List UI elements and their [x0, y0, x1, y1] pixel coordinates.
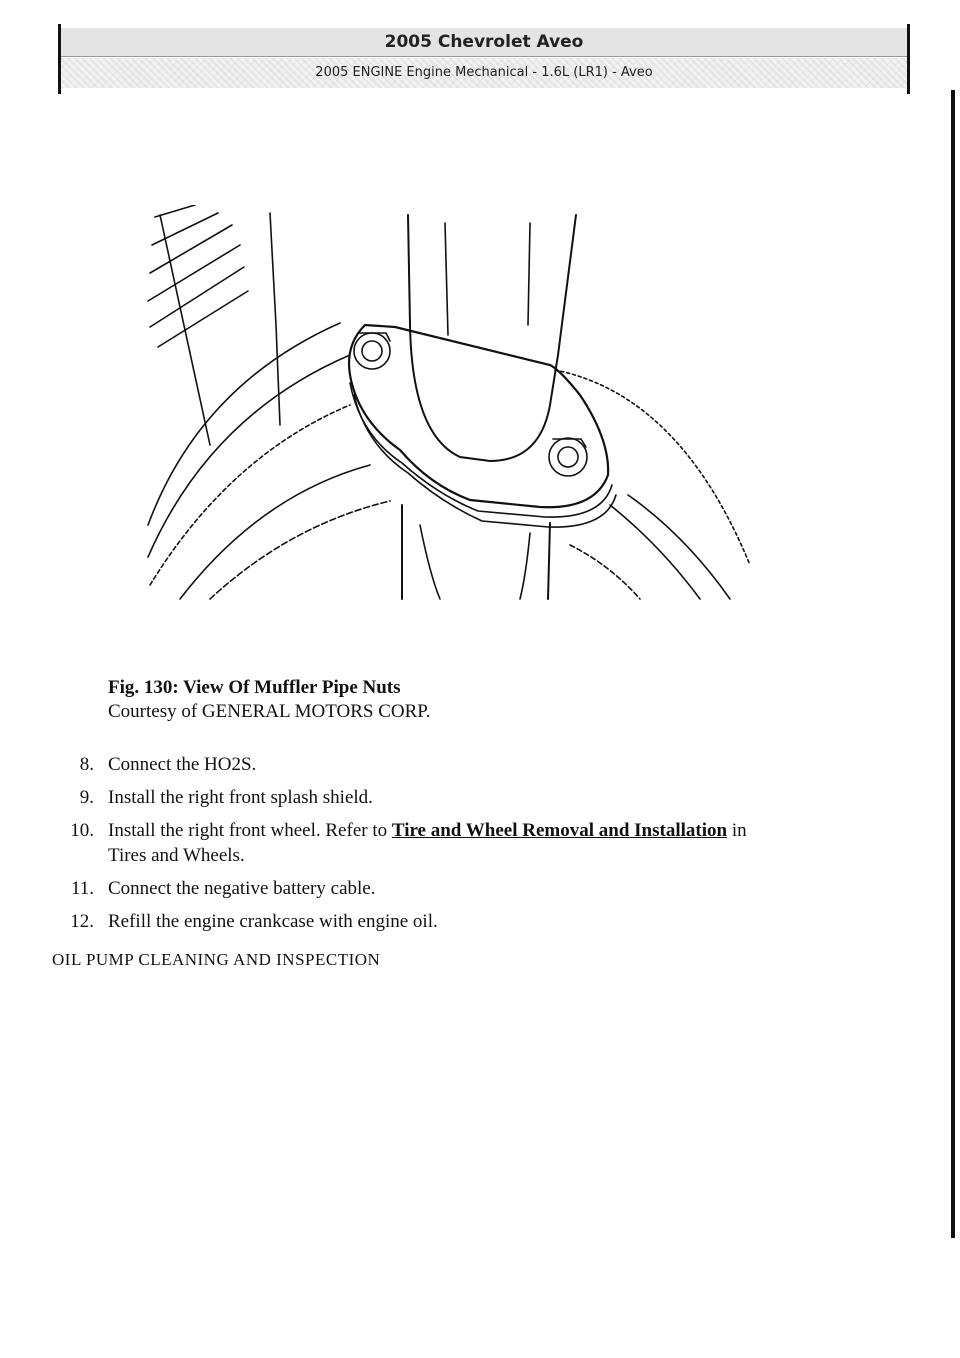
step-number: 10.: [70, 820, 94, 841]
list-item: [40, 876, 920, 901]
section-heading: OIL PUMP CLEANING AND INSPECTION: [52, 950, 381, 969]
step-number: 8.: [79, 754, 94, 775]
tire-wheel-link[interactable]: Tire and Wheel Removal and Installation: [391, 820, 728, 841]
list-item: [40, 752, 920, 777]
step-text: Install the right front splash shield.: [108, 787, 373, 808]
list-item: [40, 909, 920, 934]
document-title: 2005 Chevrolet Aveo: [61, 28, 907, 57]
step-text: Install the right front wheel. Refer to: [108, 820, 392, 841]
step-text: Refill the engine crankcase with engine oil.: [108, 911, 438, 932]
document-subtitle: 2005 ENGINE Engine Mechanical - 1.6L (LR1) - Aveo: [61, 58, 907, 88]
figure-credit: Courtesy of GENERAL MOTORS CORP.: [108, 701, 431, 722]
procedure-steps: [40, 752, 920, 942]
page-edge-rule: [951, 90, 955, 1238]
list-item: [40, 785, 920, 810]
step-text: Connect the negative battery cable.: [108, 878, 376, 899]
step-text-tail: in: [727, 820, 747, 841]
upper-bolt: [354, 333, 390, 369]
document-header: [58, 24, 910, 94]
figure-caption: [108, 676, 431, 724]
lower-bolt: [549, 438, 587, 476]
muffler-pipe-illustration: [140, 205, 760, 600]
step-text-line2: Tires and Wheels.: [108, 845, 245, 866]
step-text: Connect the HO2S.: [108, 754, 257, 775]
step-number: 9.: [79, 787, 94, 808]
step-number: 11.: [70, 878, 94, 899]
figure-title: Fig. 130: View Of Muffler Pipe Nuts: [108, 677, 401, 698]
step-number: 12.: [70, 911, 94, 932]
list-item: [40, 818, 920, 868]
